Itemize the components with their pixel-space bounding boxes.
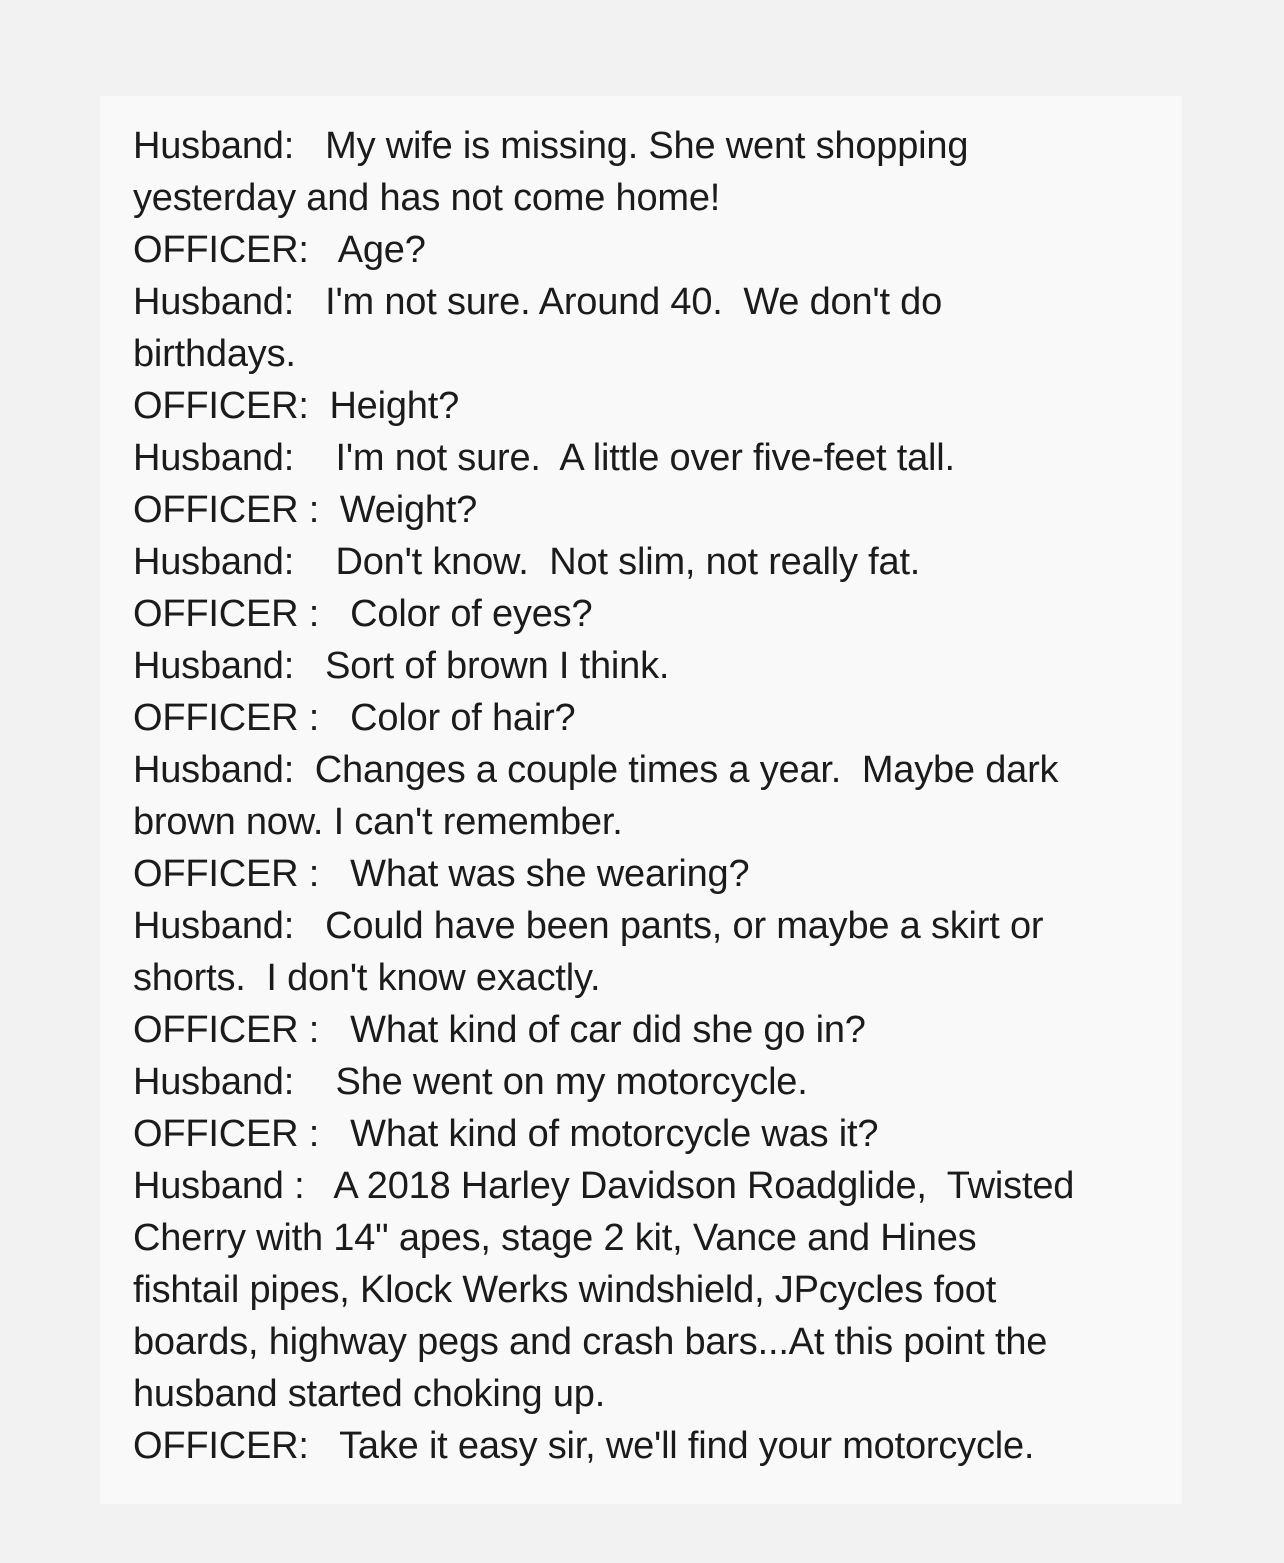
transcript-line: boards, highway pegs and crash bars...At this point the bbox=[133, 1321, 1048, 1363]
transcript-line: Cherry with 14" apes, stage 2 kit, Vance and Hines bbox=[133, 1217, 977, 1259]
transcript-line: OFFICER : Color of hair? bbox=[133, 697, 576, 739]
transcript-line: OFFICER : Weight? bbox=[133, 489, 478, 531]
transcript-line: brown now. I can't remember. bbox=[133, 801, 623, 843]
transcript-line: husband started choking up. bbox=[133, 1373, 606, 1415]
transcript-line: birthdays. bbox=[133, 333, 296, 375]
transcript-line: OFFICER: Height? bbox=[133, 385, 460, 427]
transcript-line: OFFICER: Age? bbox=[133, 229, 426, 271]
transcript-line: fishtail pipes, Klock Werks windshield, JPcycles foot bbox=[133, 1269, 997, 1311]
transcript-line: Husband: I'm not sure. Around 40. We don't do bbox=[133, 281, 943, 323]
transcript-line: Husband: Sort of brown I think. bbox=[133, 645, 670, 687]
transcript-line: Husband: Could have been pants, or maybe a skirt or bbox=[133, 905, 1044, 947]
transcript-line: Husband: Changes a couple times a year. Maybe dark bbox=[133, 749, 1059, 791]
transcript-line: Husband: She went on my motorcycle. bbox=[133, 1061, 808, 1103]
transcript-line: OFFICER: Take it easy sir, we'll find your motorcycle. bbox=[133, 1425, 1035, 1467]
transcript-line: OFFICER : What kind of car did she go in? bbox=[133, 1009, 866, 1051]
transcript-line: Husband: My wife is missing. She went shopping bbox=[133, 125, 969, 167]
transcript-line: yesterday and has not come home! bbox=[133, 177, 721, 219]
transcript-line: shorts. I don't know exactly. bbox=[133, 957, 601, 999]
transcript-line: Husband: I'm not sure. A little over five-feet tall. bbox=[133, 437, 955, 479]
transcript-line: OFFICER : What kind of motorcycle was it? bbox=[133, 1113, 879, 1155]
transcript-line: OFFICER : Color of eyes? bbox=[133, 593, 593, 635]
transcript-line: Husband : A 2018 Harley Davidson Roadglide, Twisted bbox=[133, 1165, 1075, 1207]
transcript-line: OFFICER : What was she wearing? bbox=[133, 853, 750, 895]
transcript-line: Husband: Don't know. Not slim, not really fat. bbox=[133, 541, 921, 583]
joke-transcript bbox=[133, 120, 1163, 1472]
